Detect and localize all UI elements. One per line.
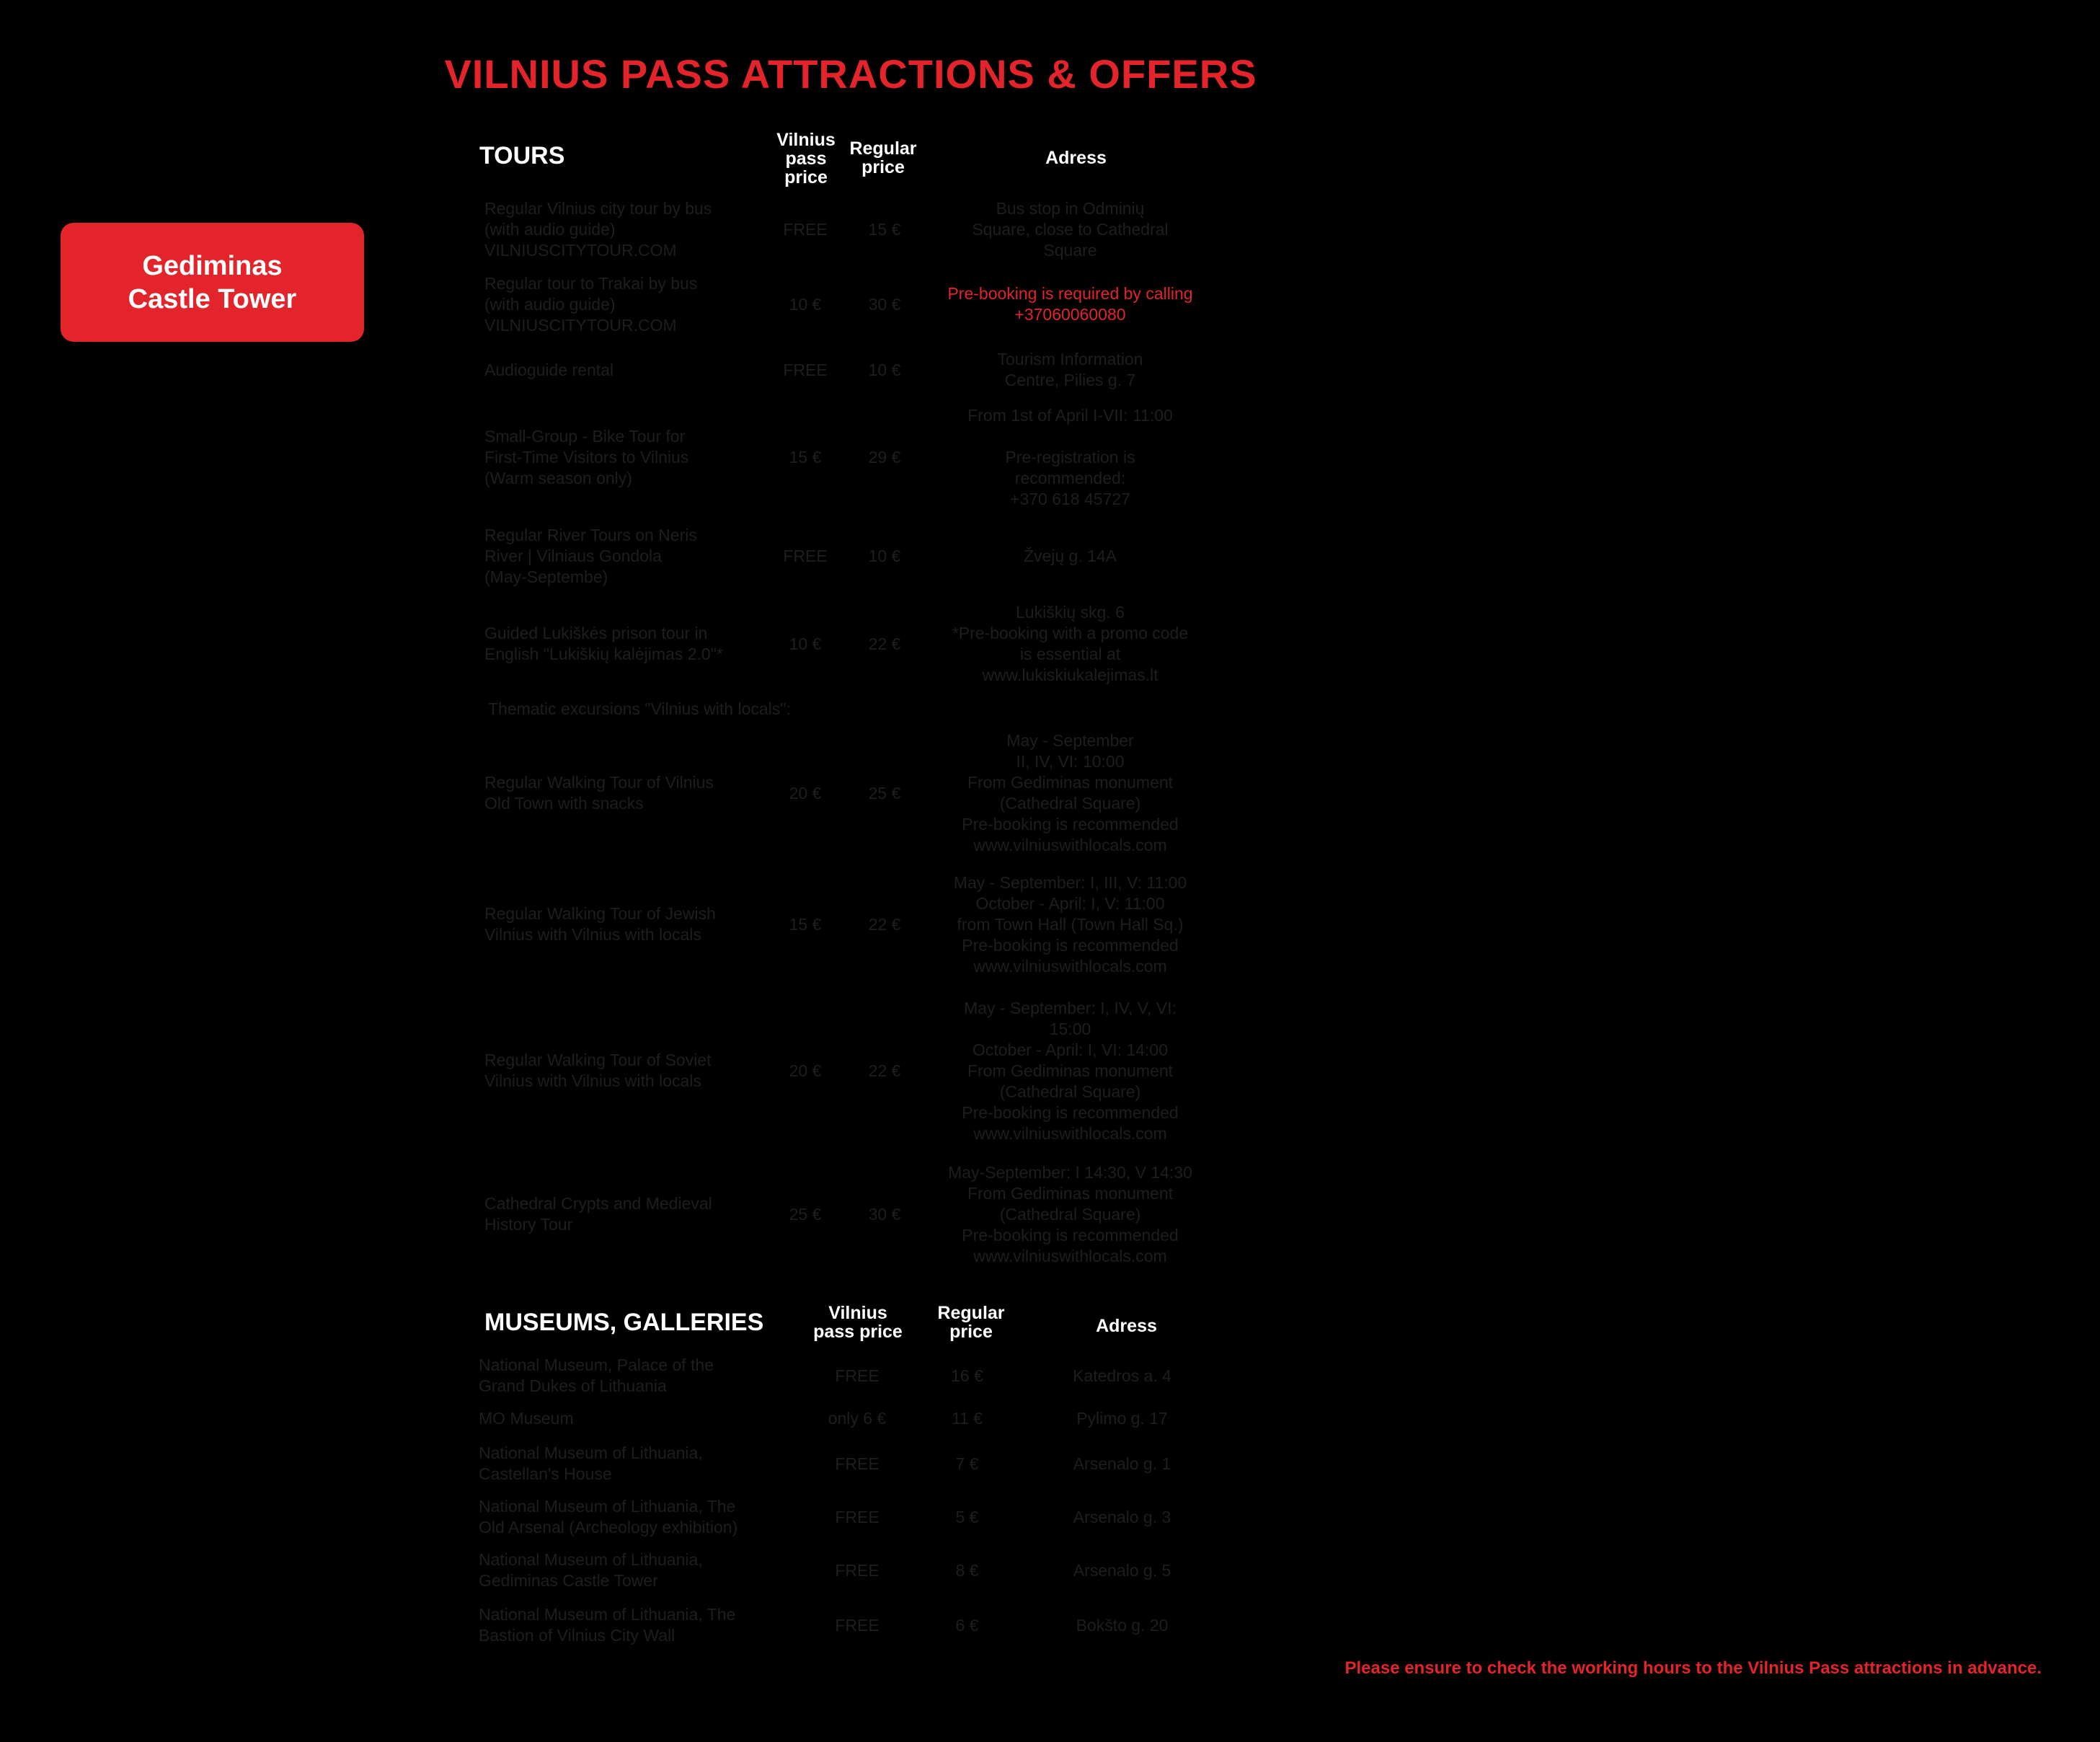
tour-address: Bus stop in Odminių Square, close to Cathedral Square (972, 198, 1169, 260)
table-row (479, 1602, 1218, 1648)
table-row (484, 193, 1209, 265)
museum-pass-price: FREE (835, 1366, 880, 1385)
museum-name: National Museum of Lithuania, The Old Arsenal (Archeology exhibition) (479, 1497, 738, 1537)
tour-address: May - September: I, IV, V, VI: 15:00 October - April: I, VI: 14:00 From Gediminas monument (Cathedral Square) Pre-booking is recommended www.vilniuswithlocals.com (962, 998, 1179, 1143)
tour-address: Pre-booking is required by calling +37060060080 (947, 284, 1193, 324)
museums-col-address: Adress (1096, 1316, 1157, 1336)
museum-regular-price: 16 € (951, 1366, 983, 1385)
tour-pass-price: FREE (783, 546, 828, 565)
tour-address: Tourism Information Centre, Pilies g. 7 (997, 350, 1143, 389)
tour-name: Regular Walking Tour of Jewish Vilnius with Vilnius with locals (484, 904, 716, 944)
museum-address: Arsenalo g. 3 (1073, 1507, 1171, 1526)
tour-name: Regular tour to Trakai by bus (with audio guide) VILNIUSCITYTOUR.COM (484, 273, 698, 335)
tour-address: From 1st of April I-VII: 11:00 Pre-registration is recommended: +370 618 45727 (967, 406, 1173, 508)
museum-name: National Museum, Palace of the Grand Dukes of Lithuania (479, 1356, 714, 1395)
museum-address: Arsenalo g. 5 (1073, 1560, 1171, 1580)
tour-name: Regular River Tours on Neris River | Vilniaus Gondola (May-Septembe) (484, 525, 697, 586)
museum-address: Katedros a. 4 (1073, 1366, 1171, 1385)
tour-pass-price: 20 € (789, 783, 822, 803)
museum-regular-price: 6 € (955, 1615, 979, 1635)
table-row (484, 1159, 1209, 1269)
museum-address: Bokšto g. 20 (1076, 1615, 1169, 1635)
tour-pass-price: 10 € (789, 634, 822, 653)
tour-regular-price: 30 € (868, 294, 901, 314)
table-row (484, 870, 1209, 979)
tour-regular-price: 22 € (868, 1061, 901, 1080)
museum-name: National Museum of Lithuania, The Bastion of Vilnius City Wall (479, 1605, 736, 1645)
tour-pass-price: FREE (783, 360, 828, 379)
tour-address: Lukiškių skg. 6 *Pre-booking with a promo code is essential at www.lukiskiukalejimas.lt (952, 603, 1189, 684)
tour-name: Guided Lukiškės prison tour in English "Lukiškių kalėjimas 2.0"* (484, 624, 723, 663)
tours-section-title: TOURS (479, 142, 565, 169)
museum-pass-price: FREE (835, 1507, 880, 1526)
table-row (479, 1441, 1218, 1487)
badge-line-1: Gediminas (142, 250, 283, 281)
tour-regular-price: 10 € (868, 546, 901, 565)
museum-pass-price: only 6 € (828, 1408, 887, 1428)
tour-address: May - September II, IV, VI: 10:00 From Gediminas monument (Cathedral Square) Pre-booking is recommended www.vilniuswithlocals.com (962, 731, 1179, 854)
museums-section-title: MUSEUMS, GALLERIES (484, 1309, 764, 1336)
tour-address: May - September: I, III, V: 11:00 October - April: I, V: 11:00 from Town Hall (Town Hall Sq.) Pre-booking is recommended www.vilniuswithlocals.com (953, 872, 1187, 976)
tour-regular-price: 15 € (868, 219, 901, 239)
footer-note: Please ensure to check the working hours to the Vilnius Pass attractions in advance. (1344, 1658, 2042, 1678)
tour-regular-price: 10 € (868, 360, 901, 379)
museum-name: National Museum of Lithuania, Gediminas Castle Tower (479, 1550, 703, 1590)
tour-name: Regular Vilnius city tour by bus (with audio guide) VILNIUSCITYTOUR.COM (484, 198, 712, 260)
tour-pass-price: 20 € (789, 1061, 822, 1080)
tour-name: Small-Group - Bike Tour for First-Time Visitors to Vilnius (Warm season only) (484, 427, 689, 487)
table-row (479, 1494, 1218, 1540)
tour-pass-price: 15 € (789, 914, 822, 934)
museum-pass-price: FREE (835, 1454, 880, 1473)
museum-regular-price: 11 € (951, 1408, 983, 1428)
museum-address: Pylimo g. 17 (1076, 1408, 1168, 1428)
tours-col-pass-price: Vilnius pass price (776, 130, 836, 187)
tour-pass-price: 25 € (789, 1204, 822, 1224)
table-row (484, 728, 1209, 858)
tour-regular-price: 25 € (868, 783, 901, 803)
tour-name: Regular Walking Tour of Vilnius Old Town with snacks (484, 773, 714, 813)
museum-name: MO Museum (479, 1408, 574, 1428)
tour-name: Cathedral Crypts and Medieval History Tour (484, 1194, 712, 1234)
table-row (484, 601, 1209, 686)
museum-pass-price: FREE (835, 1615, 880, 1635)
gediminas-castle-tower-button[interactable] (61, 223, 364, 342)
tour-pass-price: 10 € (789, 294, 822, 314)
table-row (484, 405, 1209, 510)
museum-address: Arsenalo g. 1 (1073, 1454, 1171, 1473)
tour-regular-price: 22 € (868, 634, 901, 653)
badge-line-2: Castle Tower (128, 283, 297, 314)
table-row (479, 1406, 1218, 1431)
page-title: VILNIUS PASS ATTRACTIONS & OFFERS (444, 51, 1257, 97)
table-row (484, 268, 1209, 340)
table-row (484, 348, 1209, 392)
museum-regular-price: 8 € (955, 1560, 979, 1580)
tour-regular-price: 29 € (868, 448, 901, 467)
tour-address: Žvejų g. 14A (1023, 546, 1117, 565)
table-row (484, 523, 1209, 589)
museums-col-regular-price: Regular price (937, 1303, 1005, 1342)
thematic-excursions-subheading: Thematic excursions "Vilnius with locals": (488, 699, 791, 718)
tour-regular-price: 30 € (868, 1204, 901, 1224)
table-row (479, 1547, 1218, 1593)
museum-regular-price: 7 € (955, 1454, 979, 1473)
table-row (479, 1353, 1218, 1399)
tour-name: Audioguide rental (484, 360, 614, 379)
tour-regular-price: 22 € (868, 914, 901, 934)
tour-name: Regular Walking Tour of Soviet Vilnius with Vilnius with locals (484, 1051, 712, 1090)
tours-col-address: Adress (1045, 148, 1107, 168)
museum-name: National Museum of Lithuania, Castellan's House (479, 1443, 703, 1483)
museums-col-pass-price: Vilnius pass price (813, 1303, 903, 1342)
tour-pass-price: 15 € (789, 448, 822, 467)
museum-pass-price: FREE (835, 1560, 880, 1580)
tours-col-regular-price: Regular price (849, 138, 917, 177)
tour-pass-price: FREE (783, 219, 828, 239)
tour-address: May-September: I 14:30, V 14:30 From Gediminas monument (Cathedral Square) Pre-booking is recommended www.vilniuswithlocals.com (948, 1162, 1192, 1265)
museum-regular-price: 5 € (955, 1507, 979, 1526)
table-row (484, 995, 1209, 1146)
